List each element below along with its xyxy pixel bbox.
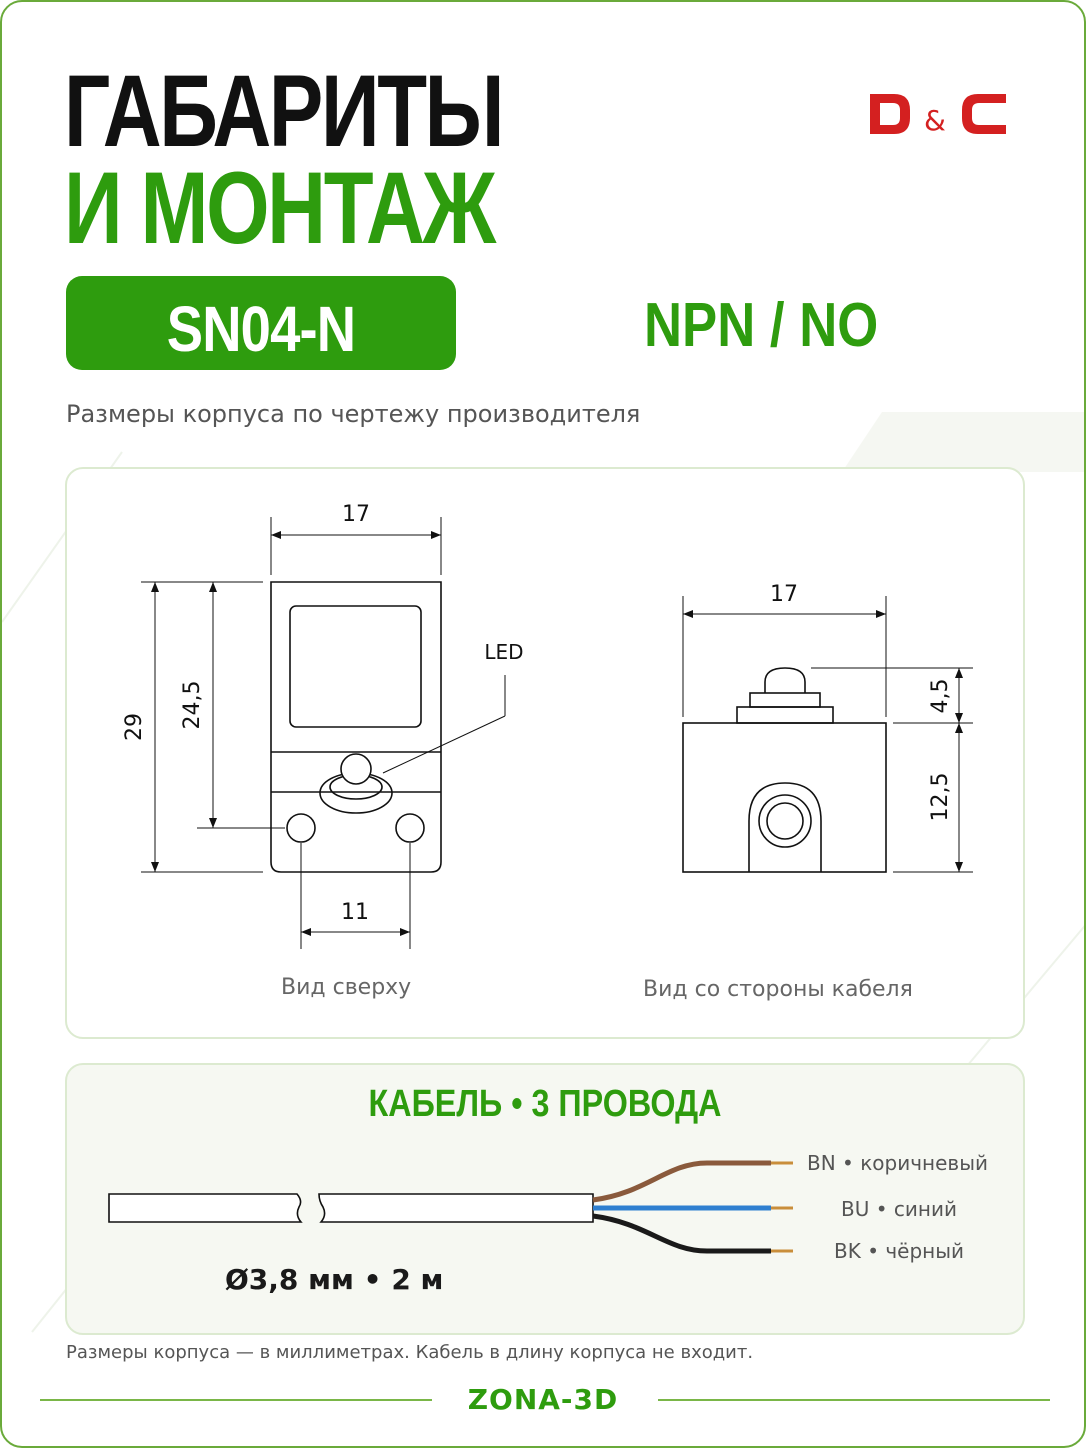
side-view-dimensions	[683, 596, 973, 872]
page-title-line1: ГАБАРИТЫ	[64, 54, 503, 168]
dimension-drawing	[67, 469, 1027, 1041]
side-view	[683, 668, 886, 872]
wire-brown	[593, 1163, 771, 1200]
dimension-body-height: 12,5	[928, 772, 953, 822]
cable-spec: Ø3,8 мм • 2 м	[225, 1263, 444, 1296]
dimension-drawing-card	[65, 467, 1025, 1039]
cable-card	[65, 1063, 1025, 1335]
led-label: LED	[484, 640, 524, 664]
cable-title: КАБЕЛЬ • 3 ПРОВОДА	[368, 1083, 722, 1125]
wire-label-blue: BU • синий	[841, 1197, 957, 1221]
caption-side-view: Вид со стороны кабеля	[643, 977, 913, 1002]
dimension-side-width: 17	[770, 582, 798, 607]
dimension-led-height: 4,5	[928, 678, 953, 714]
dimension-hole-spacing: 11	[341, 900, 369, 925]
top-view	[271, 582, 441, 872]
page-title-line2: И МОНТАЖ	[64, 151, 494, 265]
footnote: Размеры корпуса — в миллиметрах. Кабель в длину корпуса не входит.	[66, 1342, 754, 1363]
subtitle: Размеры корпуса по чертежу производителя	[66, 400, 641, 428]
wire-label-black: BK • чёрный	[834, 1239, 965, 1263]
svg-text:&: &	[924, 104, 946, 137]
dimension-top-width: 17	[342, 502, 370, 527]
cable-jacket	[109, 1194, 593, 1222]
footer-brand: ZONA-3D	[467, 1383, 619, 1416]
output-type: NPN / NO	[644, 291, 879, 360]
model-name: SN04-N	[166, 293, 356, 365]
model-badge	[66, 276, 456, 370]
dimension-hole-height: 24,5	[180, 680, 205, 730]
wire-ends	[771, 1163, 793, 1251]
brand-logo	[866, 90, 1011, 138]
caption-top-view: Вид сверху	[281, 975, 412, 1000]
dimension-total-height: 29	[122, 713, 147, 741]
wire-label-brown: BN • коричневый	[807, 1151, 988, 1175]
wire-black	[593, 1216, 771, 1251]
